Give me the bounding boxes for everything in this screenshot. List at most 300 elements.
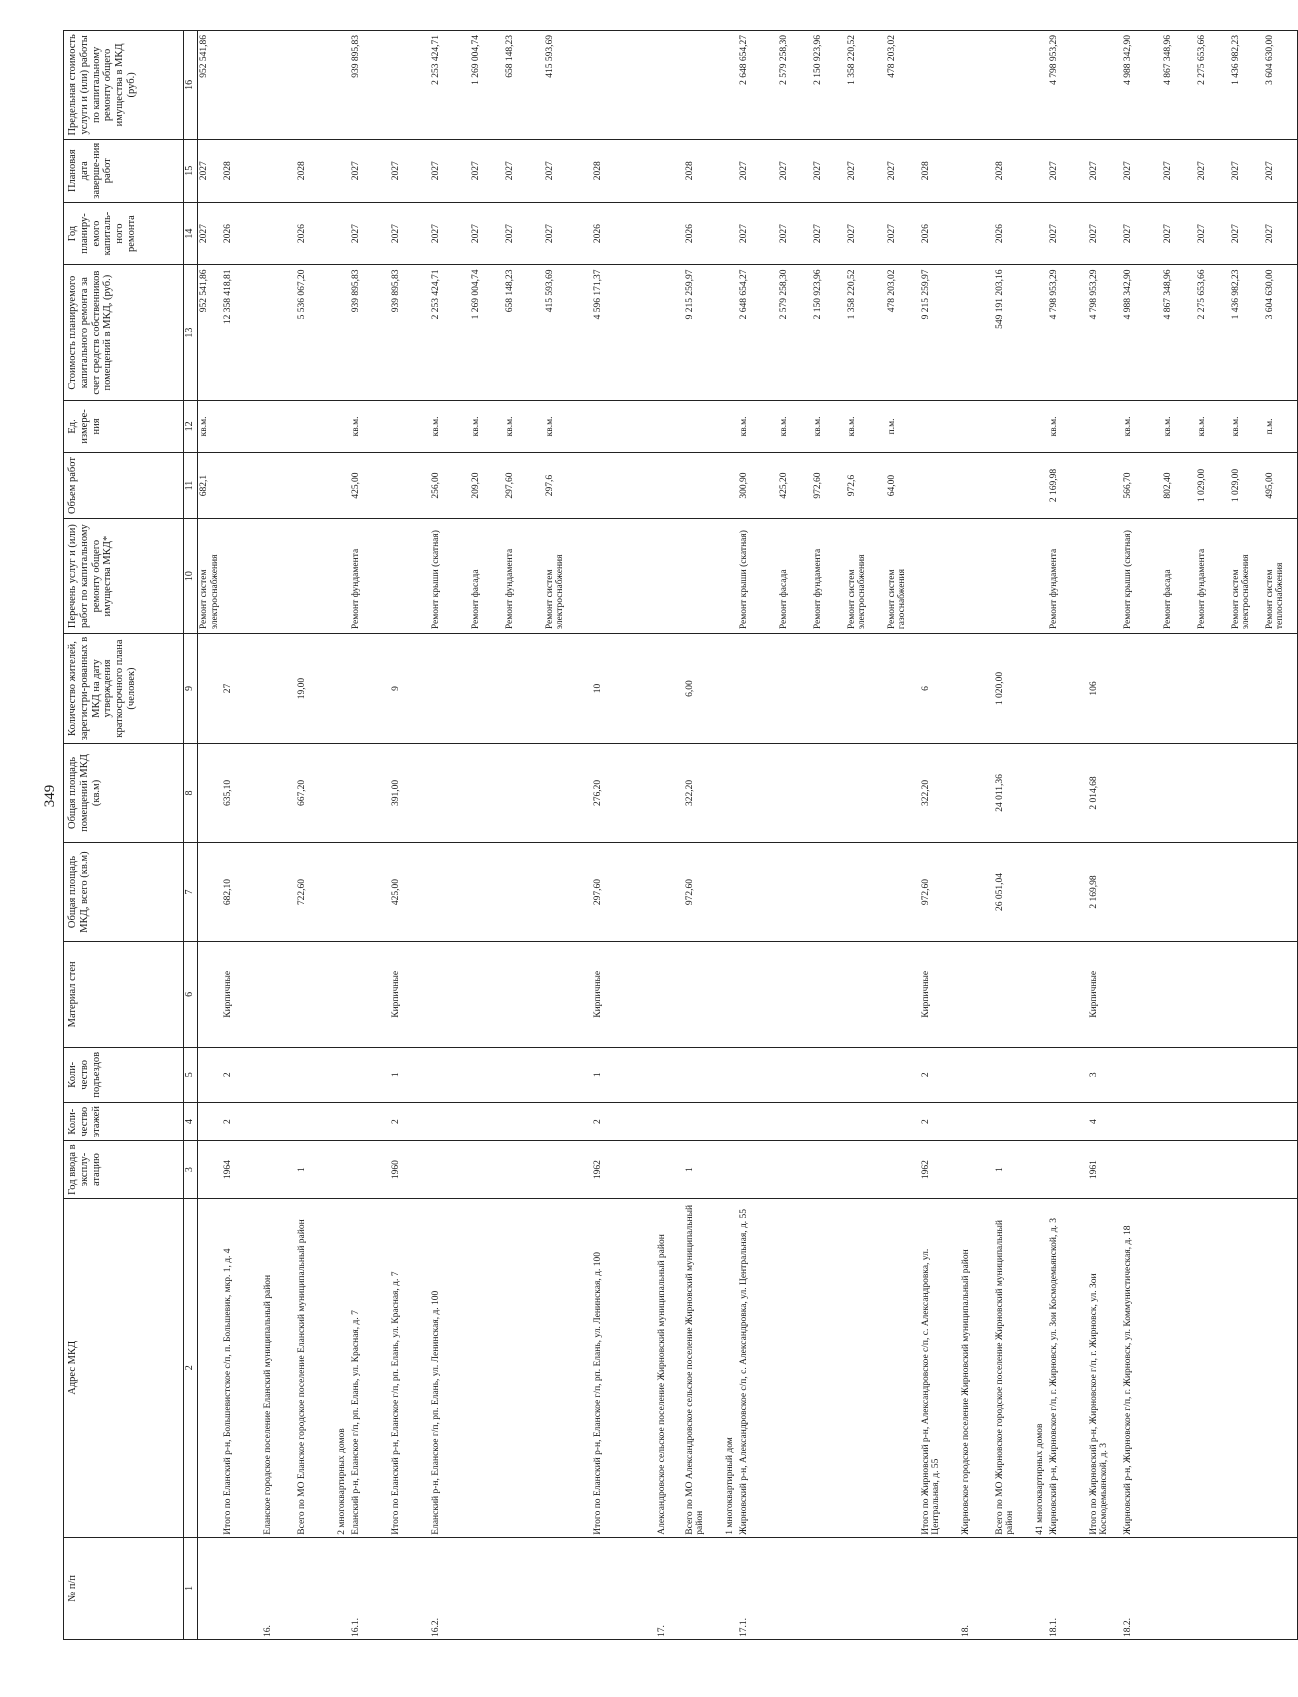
cell-col-7	[886, 843, 920, 942]
cell-col-5	[684, 1047, 724, 1102]
cell-col-12	[296, 400, 336, 452]
cell-col-2: Итого по Еланский р-н, Еланское г/п, рп. Елань, ул. Ленинская, д. 100	[592, 1198, 656, 1537]
cell-col-9	[470, 634, 504, 744]
table-row	[350, 31, 390, 1640]
table-row	[544, 31, 592, 1640]
cell-col-10: Ремонт крыши (скатная)	[430, 519, 470, 634]
cell-col-15: 2027	[1162, 139, 1196, 202]
cell-col-4	[1196, 1102, 1230, 1140]
cell-col-15	[1034, 139, 1048, 202]
cell-col-7: 722,60	[296, 843, 336, 942]
cell-col-7	[198, 843, 222, 942]
cell-col-8	[1196, 743, 1230, 842]
cell-col-7: 2 169,98	[1088, 843, 1122, 942]
cell-col-2	[1264, 1198, 1298, 1537]
cell-col-8: 2 014,68	[1088, 743, 1122, 842]
cell-col-5	[1122, 1047, 1162, 1102]
cell-col-4	[1264, 1102, 1298, 1140]
cell-col-14: 2026	[592, 202, 656, 265]
cell-col-4	[846, 1102, 886, 1140]
cell-col-3	[1196, 1141, 1230, 1199]
cell-col-10	[390, 519, 430, 634]
table-row	[846, 31, 886, 1640]
cell-col-13: 1 269 004,74	[470, 265, 504, 400]
cell-col-4	[724, 1102, 738, 1140]
cell-col-15: 2027	[846, 139, 886, 202]
cell-col-9	[544, 634, 592, 744]
cell-col-4	[1162, 1102, 1196, 1140]
cell-col-1: 18.	[960, 1537, 994, 1639]
cell-col-1	[920, 1537, 960, 1639]
cell-col-13: 2 648 654,27	[738, 265, 778, 400]
cell-col-2: Жирновское городское поселение Жирновский муниципальный район	[960, 1198, 994, 1537]
cell-col-11: 1 029,00	[1196, 453, 1230, 519]
cell-col-2: Итого по Жирновский р-н, Жирновское г/п, г. Жирновск, ул. Зои Космодемьянской, д. 3	[1088, 1198, 1122, 1537]
cell-col-5	[738, 1047, 778, 1102]
cell-col-7	[724, 843, 738, 942]
cell-col-6: Кирпичные	[390, 942, 430, 1047]
cell-col-9	[198, 634, 222, 744]
cell-col-6	[350, 942, 390, 1047]
cell-col-16: 4 867 348,96	[1162, 31, 1196, 140]
cell-col-16: 658 148,23	[504, 31, 544, 140]
cell-col-1	[684, 1537, 724, 1639]
cell-col-16	[1088, 31, 1122, 140]
cell-col-13: 939 895,83	[350, 265, 390, 400]
cell-col-16	[684, 31, 724, 140]
cell-col-5	[778, 1047, 812, 1102]
cell-col-8	[544, 743, 592, 842]
cell-col-13: 1 436 982,23	[1230, 265, 1264, 400]
cell-col-6	[960, 942, 994, 1047]
cell-col-5: 1	[390, 1047, 430, 1102]
cell-col-3: 1962	[592, 1141, 656, 1199]
cell-col-7: 682,10	[222, 843, 262, 942]
cell-col-3	[198, 1141, 222, 1199]
cell-col-10: Ремонт фундамента	[504, 519, 544, 634]
cell-col-4	[886, 1102, 920, 1140]
cell-col-13: 2 579 258,30	[778, 265, 812, 400]
column-header-6: Материал стен	[64, 942, 184, 1047]
cell-col-7	[812, 843, 846, 942]
cell-col-15: 2027	[812, 139, 846, 202]
cell-col-12: кв.м.	[1196, 400, 1230, 452]
cell-col-2: Еланский р-н, Еланское г/п, рп. Елань, ул. Ленинская, д. 100	[430, 1198, 470, 1537]
cell-col-10: Ремонт крыши (скатная)	[1122, 519, 1162, 634]
cell-col-3	[544, 1141, 592, 1199]
cell-col-1	[1264, 1537, 1298, 1639]
cell-col-8: 322,20	[684, 743, 724, 842]
cell-col-13: 415 593,69	[544, 265, 592, 400]
cell-col-14: 2027	[886, 202, 920, 265]
cell-col-1	[544, 1537, 592, 1639]
cell-col-9: 1 020,00	[994, 634, 1034, 744]
cell-col-12	[724, 400, 738, 452]
table-row	[994, 31, 1034, 1640]
column-number-6: 6	[184, 942, 198, 1047]
cell-col-9	[1034, 634, 1048, 744]
cell-col-16	[390, 31, 430, 140]
cell-col-1: 17.1.	[738, 1537, 778, 1639]
cell-col-15: 2027	[1196, 139, 1230, 202]
cell-col-6: Кирпичные	[592, 942, 656, 1047]
cell-col-2: Всего по МО Жирновское городское поселение Жирновский муниципальный район	[994, 1198, 1034, 1537]
cell-col-14: 2027	[1196, 202, 1230, 265]
cell-col-15: 2027	[544, 139, 592, 202]
cell-col-14: 2027	[544, 202, 592, 265]
cell-col-5	[994, 1047, 1034, 1102]
table-row	[470, 31, 504, 1640]
table-row	[296, 31, 336, 1640]
column-number-13: 13	[184, 265, 198, 400]
column-header-12: Ед. измере-ния	[64, 400, 184, 452]
cell-col-6	[1230, 942, 1264, 1047]
cell-col-8	[738, 743, 778, 842]
cell-col-6	[656, 942, 684, 1047]
table-row	[1264, 31, 1298, 1640]
column-number-14: 14	[184, 202, 198, 265]
cell-col-9	[504, 634, 544, 744]
cell-col-16	[336, 31, 350, 140]
cell-col-9	[738, 634, 778, 744]
cell-col-10	[684, 519, 724, 634]
cell-col-14	[262, 202, 296, 265]
cell-col-11: 425,20	[778, 453, 812, 519]
cell-col-16	[262, 31, 296, 140]
cell-col-6	[738, 942, 778, 1047]
cell-col-10	[262, 519, 296, 634]
cell-col-16: 2 150 923,96	[812, 31, 846, 140]
cell-col-12	[262, 400, 296, 452]
column-number-1: 1	[184, 1537, 198, 1639]
cell-col-7	[738, 843, 778, 942]
cell-col-3	[1264, 1141, 1298, 1199]
cell-col-4	[1230, 1102, 1264, 1140]
cell-col-4	[656, 1102, 684, 1140]
table-row	[1230, 31, 1264, 1640]
cell-col-9	[812, 634, 846, 744]
cell-col-10: Ремонт систем газоснабжения	[886, 519, 920, 634]
cell-col-1: 16.2.	[430, 1537, 470, 1639]
cell-col-2	[846, 1198, 886, 1537]
cell-col-10	[336, 519, 350, 634]
cell-col-14	[656, 202, 684, 265]
cell-col-10	[994, 519, 1034, 634]
cell-col-5	[1230, 1047, 1264, 1102]
cell-col-2	[812, 1198, 846, 1537]
cell-col-9	[846, 634, 886, 744]
cell-col-12: кв.м.	[738, 400, 778, 452]
cell-col-7: 972,60	[684, 843, 724, 942]
cell-col-5	[846, 1047, 886, 1102]
table-header	[64, 31, 198, 1640]
cell-col-11: 1 029,00	[1230, 453, 1264, 519]
cell-col-2	[778, 1198, 812, 1537]
cell-col-2: Всего по МО Еланское городское поселение Еланский муниципальный район	[296, 1198, 336, 1537]
cell-col-10	[960, 519, 994, 634]
cell-col-1	[336, 1537, 350, 1639]
table-row	[390, 31, 430, 1640]
cell-col-13: 4 988 342,90	[1122, 265, 1162, 400]
cell-col-2: Еланское городское поселение Еланский муниципальный район	[262, 1198, 296, 1537]
cell-col-16: 939 895,83	[350, 31, 390, 140]
cell-col-15	[960, 139, 994, 202]
cell-col-8	[262, 743, 296, 842]
cell-col-1	[846, 1537, 886, 1639]
column-number-15: 15	[184, 139, 198, 202]
cell-col-16: 952 541,86	[198, 31, 222, 140]
cell-col-4	[1048, 1102, 1088, 1140]
cell-col-13: 549 191 203,16	[994, 265, 1034, 400]
repair-plan-table	[63, 30, 1298, 1640]
cell-col-9: 6,00	[684, 634, 724, 744]
cell-col-5	[544, 1047, 592, 1102]
cell-col-1	[724, 1537, 738, 1639]
cell-col-12: кв.м.	[778, 400, 812, 452]
cell-col-14: 2027	[470, 202, 504, 265]
cell-col-13: 2 150 923,96	[812, 265, 846, 400]
cell-col-7: 425,00	[390, 843, 430, 942]
cell-col-9	[724, 634, 738, 744]
cell-col-16: 1 269 004,74	[470, 31, 504, 140]
cell-col-5	[336, 1047, 350, 1102]
cell-col-3	[430, 1141, 470, 1199]
column-header-10: Перечень услуг и (или) работ по капитальному ремонту общего имущества МКД*	[64, 519, 184, 634]
cell-col-14	[336, 202, 350, 265]
cell-col-14: 2027	[1230, 202, 1264, 265]
cell-col-16	[592, 31, 656, 140]
cell-col-1	[1088, 1537, 1122, 1639]
cell-col-3: 1	[994, 1141, 1034, 1199]
cell-col-9	[430, 634, 470, 744]
cell-col-4	[296, 1102, 336, 1140]
cell-col-1: 16.1.	[350, 1537, 390, 1639]
cell-col-4: 2	[920, 1102, 960, 1140]
cell-col-8: 24 011,36	[994, 743, 1034, 842]
cell-col-14: 2027	[1264, 202, 1298, 265]
table-row	[1088, 31, 1122, 1640]
cell-col-11: 682,1	[198, 453, 222, 519]
cell-col-14: 2027	[738, 202, 778, 265]
table-row	[198, 31, 222, 1640]
cell-col-12: кв.м.	[812, 400, 846, 452]
cell-col-12	[994, 400, 1034, 452]
cell-col-10: Ремонт систем электроснабжения	[1230, 519, 1264, 634]
cell-col-4: 2	[592, 1102, 656, 1140]
cell-col-2: Жирновский р-н, Жирновское г/п, г. Жирновск, ул. Коммунистическая, д. 18	[1122, 1198, 1162, 1537]
cell-col-16: 478 203,02	[886, 31, 920, 140]
cell-col-11	[296, 453, 336, 519]
cell-col-12: кв.м.	[1162, 400, 1196, 452]
header-titles-row	[64, 31, 184, 1640]
cell-col-6: Кирпичные	[222, 942, 262, 1047]
cell-col-5	[504, 1047, 544, 1102]
cell-col-6	[1162, 942, 1196, 1047]
cell-col-3	[960, 1141, 994, 1199]
cell-col-12: кв.м.	[1230, 400, 1264, 452]
cell-col-16: 2 253 424,71	[430, 31, 470, 140]
cell-col-11: 297,60	[504, 453, 544, 519]
cell-col-9	[886, 634, 920, 744]
cell-col-2: 1 многоквартирный дом	[724, 1198, 738, 1537]
cell-col-11	[960, 453, 994, 519]
cell-col-4	[262, 1102, 296, 1140]
cell-col-15: 2027	[198, 139, 222, 202]
cell-col-1	[390, 1537, 430, 1639]
cell-col-4	[1122, 1102, 1162, 1140]
cell-col-5	[1034, 1047, 1048, 1102]
cell-col-9	[262, 634, 296, 744]
cell-col-15: 2027	[1048, 139, 1088, 202]
cell-col-4	[778, 1102, 812, 1140]
cell-col-14: 2027	[1088, 202, 1122, 265]
column-header-9: Количество жителей, зарегистри-рованных в МКД на дату утверждения краткосрочного плана (человек)	[64, 634, 184, 744]
cell-col-2: Всего по МО Александровское сельское поселение Жирновский муниципальный район	[684, 1198, 724, 1537]
cell-col-15	[336, 139, 350, 202]
cell-col-4	[684, 1102, 724, 1140]
cell-col-2	[470, 1198, 504, 1537]
cell-col-10	[1088, 519, 1122, 634]
cell-col-14: 2027	[390, 202, 430, 265]
table-row	[504, 31, 544, 1640]
cell-col-9	[1196, 634, 1230, 744]
cell-col-11: 425,00	[350, 453, 390, 519]
cell-col-7	[960, 843, 994, 942]
cell-col-3: 1	[684, 1141, 724, 1199]
cell-col-15: 2028	[684, 139, 724, 202]
cell-col-1: 16.	[262, 1537, 296, 1639]
cell-col-4: 2	[222, 1102, 262, 1140]
cell-col-8: 667,20	[296, 743, 336, 842]
cell-col-3: 1960	[390, 1141, 430, 1199]
column-header-14: Год планиру-емого капиталь-ного ремонта	[64, 202, 184, 265]
cell-col-13: 5 536 067,20	[296, 265, 336, 400]
cell-col-9	[960, 634, 994, 744]
cell-col-5	[960, 1047, 994, 1102]
cell-col-12: кв.м.	[1048, 400, 1088, 452]
column-header-13: Стоимость планируемого капитального ремонта за счет средств собственников помещений в МКД, (руб.)	[64, 265, 184, 400]
cell-col-8	[198, 743, 222, 842]
cell-col-15	[262, 139, 296, 202]
cell-col-16	[920, 31, 960, 140]
cell-col-8	[1122, 743, 1162, 842]
cell-col-5	[812, 1047, 846, 1102]
cell-col-6	[504, 942, 544, 1047]
cell-col-3	[778, 1141, 812, 1199]
cell-col-9	[1264, 634, 1298, 744]
cell-col-7	[1196, 843, 1230, 942]
cell-col-4	[430, 1102, 470, 1140]
cell-col-7	[504, 843, 544, 942]
cell-col-12: кв.м.	[504, 400, 544, 452]
table-row	[920, 31, 960, 1640]
cell-col-7	[656, 843, 684, 942]
cell-col-4	[504, 1102, 544, 1140]
cell-col-4	[198, 1102, 222, 1140]
cell-col-15: 2028	[296, 139, 336, 202]
cell-col-7	[1230, 843, 1264, 942]
cell-col-10: Ремонт фундамента	[1048, 519, 1088, 634]
cell-col-1	[470, 1537, 504, 1639]
table-body	[198, 31, 1298, 1640]
cell-col-16: 2 579 258,30	[778, 31, 812, 140]
cell-col-13: 939 895,83	[390, 265, 430, 400]
cell-col-7	[778, 843, 812, 942]
cell-col-9	[656, 634, 684, 744]
cell-col-14: 2026	[920, 202, 960, 265]
cell-col-16: 1 436 982,23	[1230, 31, 1264, 140]
table-row	[724, 31, 738, 1640]
cell-col-8: 276,20	[592, 743, 656, 842]
cell-col-1	[1162, 1537, 1196, 1639]
cell-col-13: 9 215 259,97	[684, 265, 724, 400]
cell-col-11	[592, 453, 656, 519]
cell-col-15: 2028	[592, 139, 656, 202]
column-header-11: Объем работ	[64, 453, 184, 519]
cell-col-6	[544, 942, 592, 1047]
cell-col-8	[846, 743, 886, 842]
header-numbers-row	[184, 31, 198, 1640]
cell-col-12: кв.м.	[1122, 400, 1162, 452]
column-number-5: 5	[184, 1047, 198, 1102]
cell-col-8	[886, 743, 920, 842]
cell-col-9	[1230, 634, 1264, 744]
cell-col-16	[960, 31, 994, 140]
cell-col-11: 802,40	[1162, 453, 1196, 519]
cell-col-14: 2027	[778, 202, 812, 265]
column-number-8: 8	[184, 743, 198, 842]
cell-col-13: 9 215 259,97	[920, 265, 960, 400]
cell-col-1	[198, 1537, 222, 1639]
column-header-8: Общая площадь помещений МКД (кв.м)	[64, 743, 184, 842]
cell-col-14: 2027	[1162, 202, 1196, 265]
cell-col-15: 2027	[350, 139, 390, 202]
cell-col-12	[336, 400, 350, 452]
cell-col-2	[1196, 1198, 1230, 1537]
cell-col-11	[920, 453, 960, 519]
cell-col-3	[1048, 1141, 1088, 1199]
table-row	[656, 31, 684, 1640]
cell-col-9: 106	[1088, 634, 1122, 744]
cell-col-6	[1196, 942, 1230, 1047]
table-row	[336, 31, 350, 1640]
cell-col-16	[222, 31, 262, 140]
cell-col-14: 2026	[296, 202, 336, 265]
cell-col-1	[592, 1537, 656, 1639]
cell-col-7: 26 051,04	[994, 843, 1034, 942]
cell-col-15: 2027	[1088, 139, 1122, 202]
cell-col-7	[1122, 843, 1162, 942]
cell-col-11	[1088, 453, 1122, 519]
cell-col-1	[296, 1537, 336, 1639]
cell-col-13	[336, 265, 350, 400]
column-header-7: Общая площадь МКД, всего (кв.м)	[64, 843, 184, 942]
cell-col-6	[846, 942, 886, 1047]
cell-col-7	[1264, 843, 1298, 942]
cell-col-11	[390, 453, 430, 519]
cell-col-4	[812, 1102, 846, 1140]
table-row	[778, 31, 812, 1640]
cell-col-5	[1264, 1047, 1298, 1102]
cell-col-5	[350, 1047, 390, 1102]
table-row	[684, 31, 724, 1640]
cell-col-10: Ремонт фундамента	[350, 519, 390, 634]
cell-col-9: 19,00	[296, 634, 336, 744]
cell-col-7: 297,60	[592, 843, 656, 942]
cell-col-15	[656, 139, 684, 202]
column-header-2: Адрес МКД	[64, 1198, 184, 1537]
cell-col-6	[684, 942, 724, 1047]
